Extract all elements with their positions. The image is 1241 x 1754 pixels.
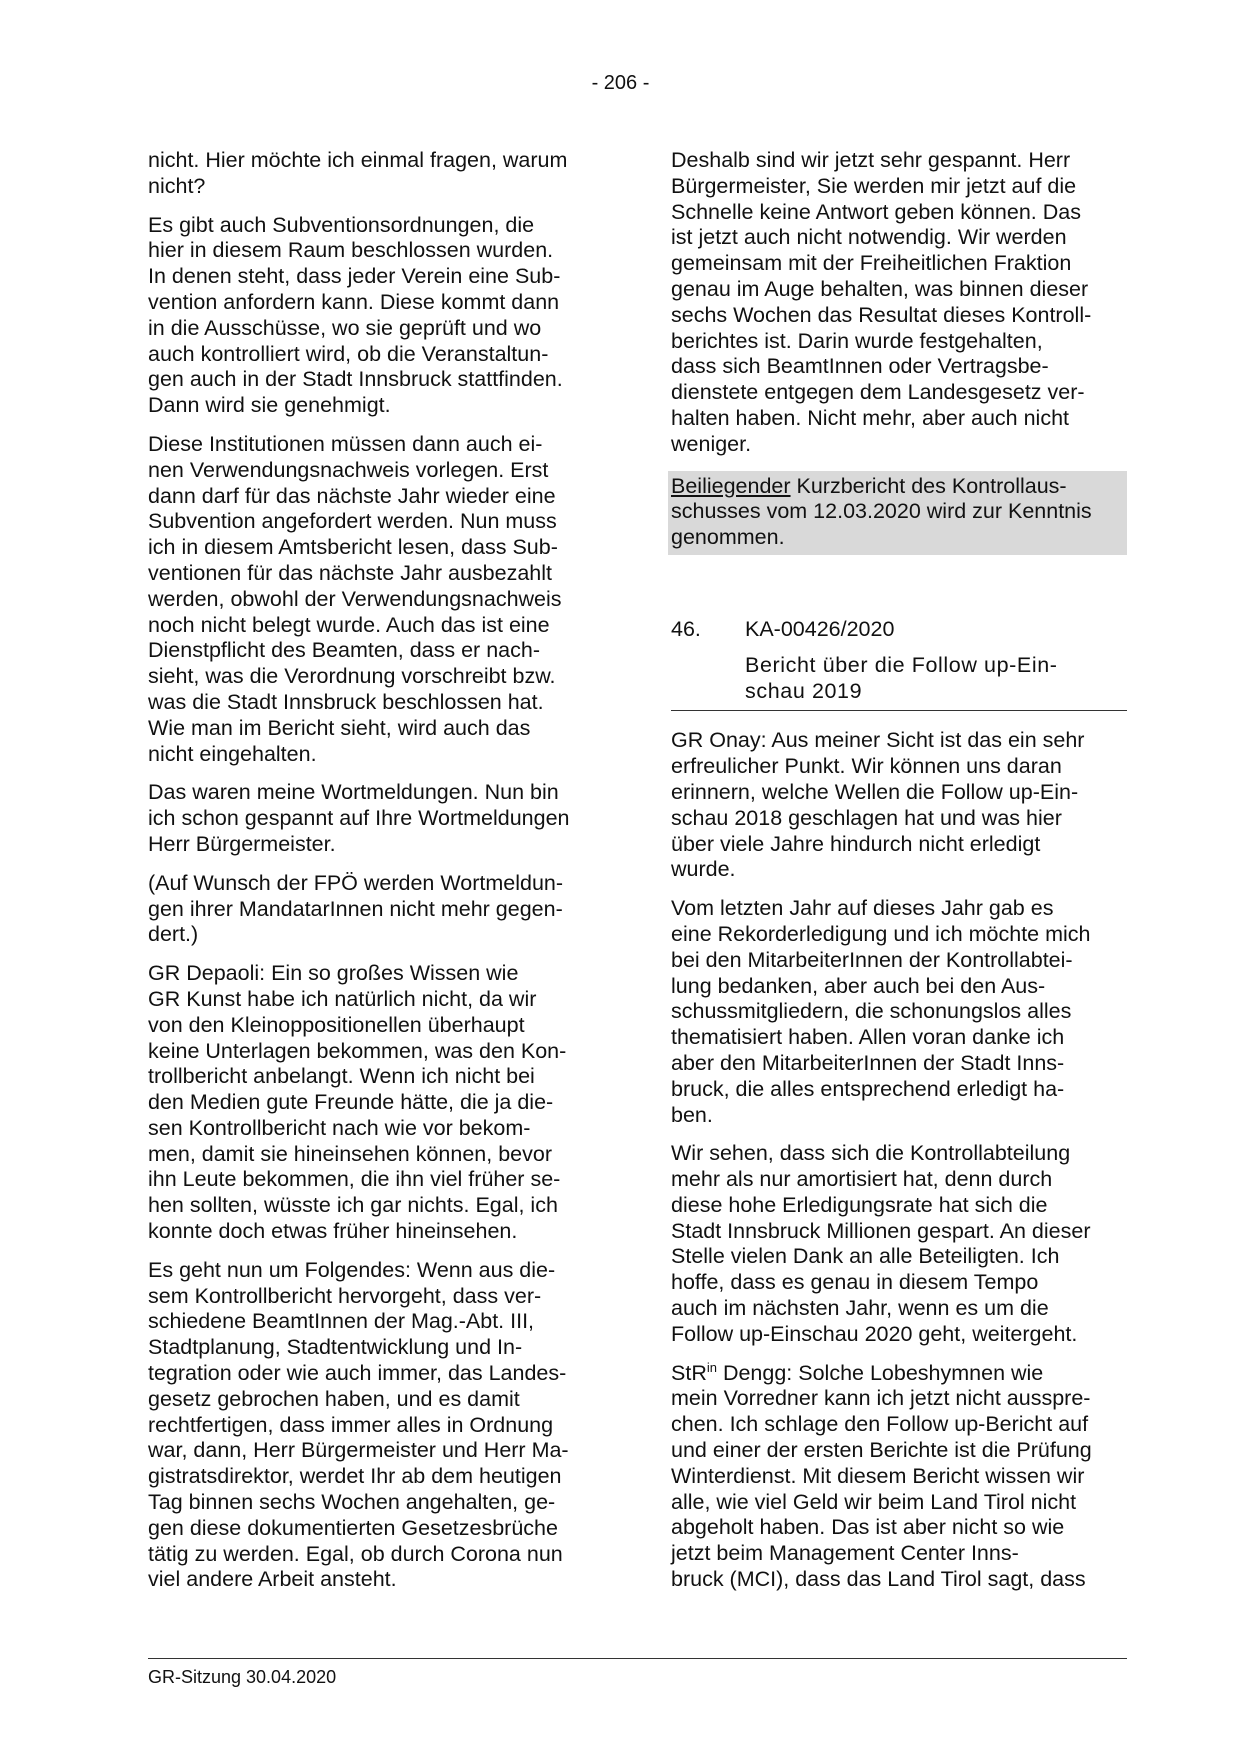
paragraph: Das waren meine Wortmeldungen. Nun bin ich schon gespannt auf Ihre Wortmeldungen Herr Bürgermeister. (148, 780, 570, 856)
paragraph: Deshalb sind wir jetzt sehr gespannt. Herr Bürgermeister, Sie werden mir jetzt auf die Schnelle keine Antwort geben können. Das ist jetzt auch nicht notwendig. Wir werden gemeinsam mit der Freiheitlichen Fraktion genau im Auge behalten, was binnen dieser sechs Wochen das Resultat dieses Kontroll- berichtes ist. Darin wurde festgehalten, dass sich BeamtInnen oder Vertragsbe- dienstete entgegen dem Landesgesetz ver- halten haben. Nicht mehr, aber auch nicht weniger. (671, 148, 1092, 456)
paragraph: (Auf Wunsch der FPÖ werden Wortmeldun- gen ihrer MandatarInnen nicht mehr gegen- dert.) (148, 870, 564, 947)
agenda-item-code: KA-00426/2020 (745, 616, 895, 641)
right-column (671, 148, 1127, 1606)
paragraph: Es gibt auch Subventionsordnungen, die hier in diesem Raum beschlossen wurden. In denen steht, dass jeder Verein eine Sub- vention anfordern kann. Diese kommt dann in die Ausschüsse, wo sie geprüft und wo auch kontrolliert wird, ob die Veranstaltun- gen auch in der Stadt Innsbruck stattfinden. Dann wird sie genehmigt. (148, 212, 563, 418)
footer-text: GR-Sitzung 30.04.2020 (148, 1667, 337, 1687)
agenda-item-header (671, 617, 1127, 643)
paragraph: GR Depaoli: Ein so großes Wissen wie GR Kunst habe ich natürlich nicht, da wir von den Kleinoppositionellen überhaupt keine Unterlagen bekommen, was den Kon- trollbericht anbelangt. Wenn ich nicht bei den Medien gute Freunde hätte, die ja die- sen Kontrollbericht nach wie vor bekom- men, damit sie hineinsehen können, bevor ihn Leute bekommen, die ihn viel früher se- hen sollten, wüsste ich gar nichts. Egal, ich konnte doch etwas früher hineinsehen. (148, 961, 567, 1244)
paragraph (671, 1361, 1127, 1593)
agenda-item-title: Bericht über die Follow up-Ein- schau 2019 (745, 652, 1058, 703)
paragraph: nicht. Hier möchte ich einmal fragen, warum nicht? (148, 148, 568, 198)
paragraph: Es geht nun um Folgendes: Wenn aus die- sem Kontrollbericht hervorgeht, dass ver- schiedene BeamtInnen der Mag.-Abt. III, Stadtplanung, Stadtentwicklung und In- tegration oder wie auch immer, das Landes- gesetz gebrochen haben, und es damit rechtfertigen, dass immer alles in Ordnung war, dann, Herr Bürgermeister und Herr Ma- gistratsdirektor, werdet Ihr ab dem heutigen Tag binnen sechs Wochen angehalten, ge- gen diese dokumentierten Gesetzesbrüche tätig zu werden. Egal, ob durch Corona nun viel andere Arbeit ansteht. (148, 1257, 569, 1592)
agenda-item (671, 617, 1127, 711)
page-number: - 206 - (591, 72, 650, 94)
resolution-box (668, 471, 1127, 555)
speaker-superscript: in (706, 1359, 717, 1375)
paragraph-text: Dengg: Solche Lobeshymnen wie mein Vorredner kann ich jetzt nicht ausspre- chen. Ich schlage den Follow up-Bericht auf und einer der ersten Berichte ist die Prüfung Winterdienst. Mit diesem Bericht wissen wir alle, wie viel Geld wir beim Land Tirol nicht abgeholt haben. Das ist aber nicht so wie jetzt beim Management Center Inns- bruck (MCI), dass das Land Tirol sagt, dass (671, 1360, 1092, 1592)
paragraph: Wir sehen, dass sich die Kontrollabteilung mehr als nur amortisiert hat, denn durch diese hohe Erledigungsrate hat sich die Stadt Innsbruck Millionen gespart. An dieser Stelle vielen Dank an alle Beteiligten. Ich hoffe, dass es genau in diesem Tempo auch im nächsten Jahr, wenn es um die Follow up-Einschau 2020 geht, weitergeht. (671, 1141, 1091, 1346)
speaker-prefix: StR (671, 1360, 707, 1385)
agenda-item-number: 46. (671, 616, 701, 641)
footer-divider (148, 1658, 1127, 1659)
paragraph: GR Onay: Aus meiner Sicht ist das ein sehr erfreulicher Punkt. Wir können uns daran erinnern, welche Wellen die Follow up-Ein- schau 2018 geschlagen hat und was hier über viele Jahre hindurch nicht erledigt wurde. (671, 728, 1085, 882)
left-column (148, 148, 600, 1606)
paragraph: Vom letzten Jahr auf dieses Jahr gab es eine Rekorderledigung und ich möchte mich bei den MitarbeiterInnen der Kontrollabtei- lung bedanken, aber auch bei den Aus- schussmitgliedern, die schonungslos alles thematisiert haben. Allen voran danke ich aber den MitarbeiterInnen der Stadt Inns- bruck, die alles entsprechend erledigt ha- ben. (671, 896, 1091, 1127)
resolution-underlined-word: Beiliegender (671, 473, 791, 498)
resolution-text: Kurzbericht des Kontrollaus- schusses vom 12.03.2020 wird zur Kenntnis genommen. (671, 473, 1092, 550)
paragraph: Diese Institutionen müssen dann auch ei- nen Verwendungsnachweis vorlegen. Erst dann darf für das nächste Jahr wieder eine Subvention angefordert werden. Nun muss ich in diesem Amtsbericht lesen, dass Sub- ventionen für das nächste Jahr ausbezahlt werden, obwohl der Verwendungsnachweis noch nicht belegt wurde. Auch das ist eine Dienstpflicht des Beamten, dass er nach- sieht, was die Verordnung vorschreibt bzw. was die Stadt Innsbruck beschlossen hat. Wie man im Bericht sieht, wird auch das nicht eingehalten. (148, 431, 562, 766)
